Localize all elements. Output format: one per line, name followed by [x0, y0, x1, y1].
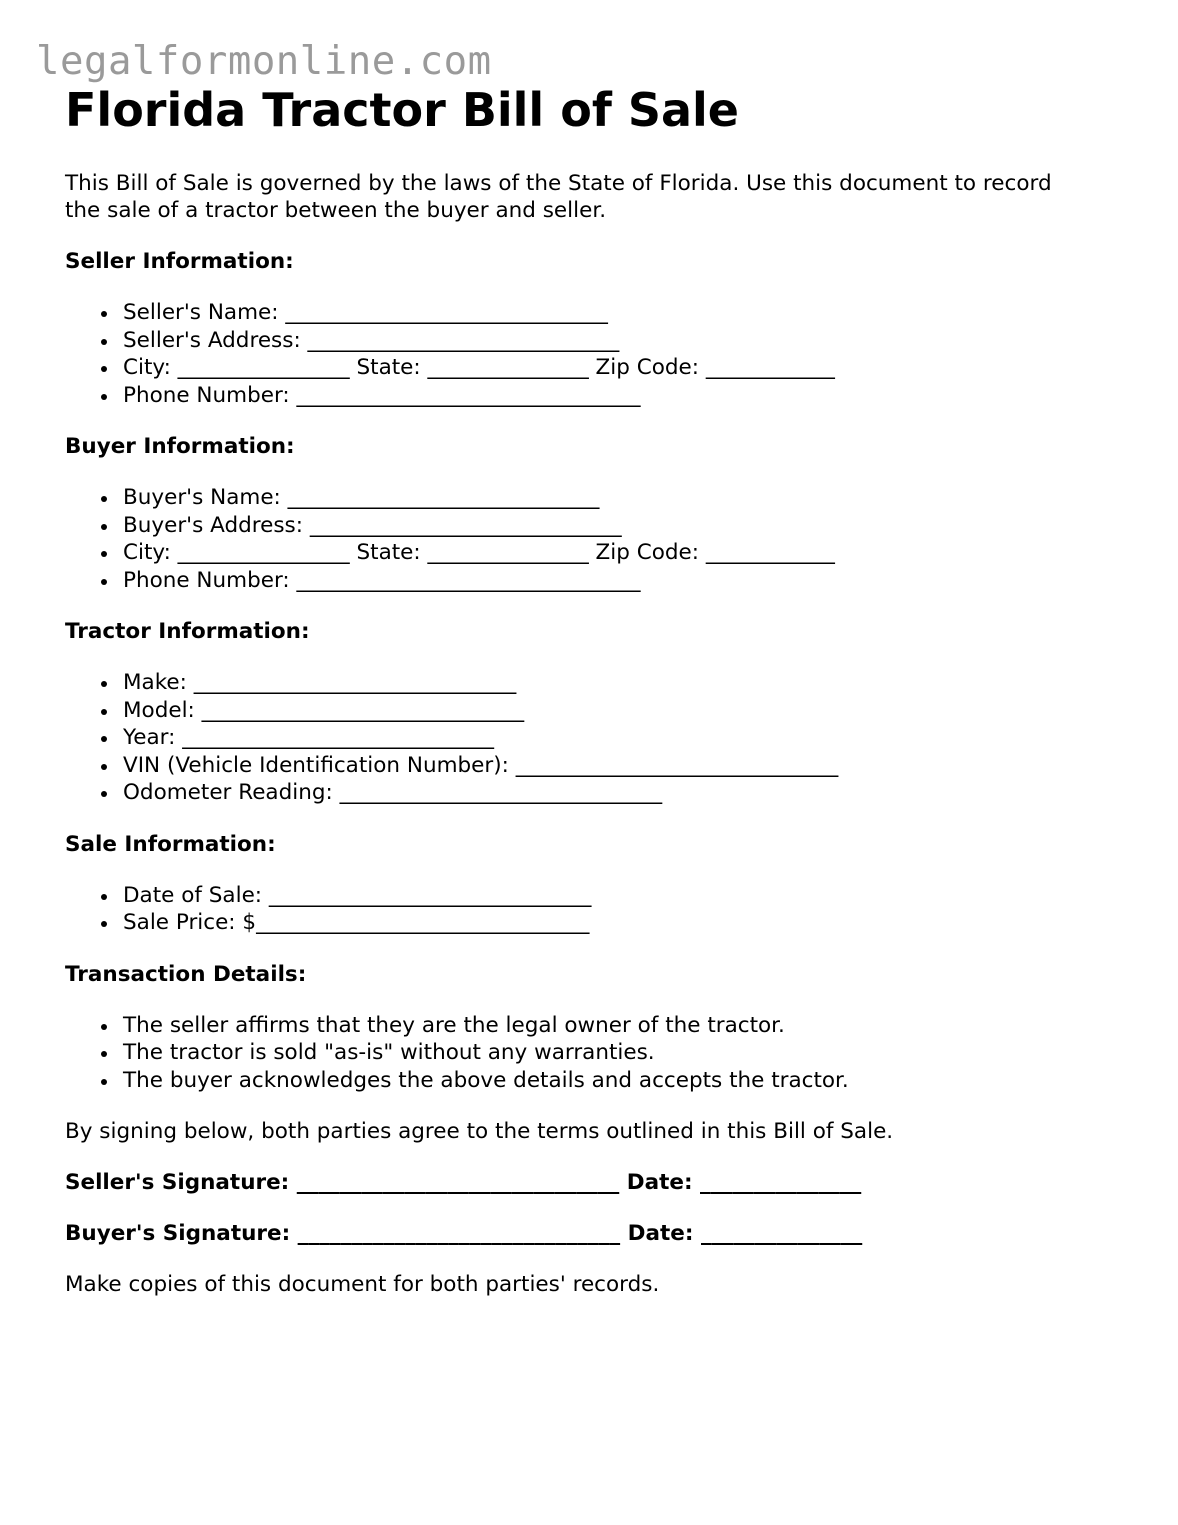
- transaction-list: [65, 1012, 1125, 1095]
- document: [65, 82, 1125, 1298]
- tractor-odometer-field: Odometer Reading: ______________________________: [123, 779, 1125, 807]
- buyer-city-state-zip-field: City: ________________ State: _______________ Zip Code: ____________: [123, 539, 1125, 567]
- seller-signature-line: Seller's Signature: ______________________________ Date: _______________: [65, 1170, 862, 1195]
- footer-note: Make copies of this document for both parties' records.: [65, 1272, 660, 1297]
- transaction-item: The buyer acknowledges the above details and accepts the tractor.: [123, 1067, 1125, 1095]
- tractor-model-field: Model: ______________________________: [123, 697, 1125, 725]
- sale-list: [65, 882, 1125, 937]
- buyer-signature-line: Buyer's Signature: ______________________________ Date: _______________: [65, 1221, 863, 1246]
- seller-phone-field: Phone Number: ________________________________: [123, 382, 1125, 410]
- transaction-heading: Transaction Details:: [65, 961, 307, 987]
- tractor-make-field: Make: ______________________________: [123, 669, 1125, 697]
- buyer-list: [65, 484, 1125, 594]
- seller-list: [65, 299, 1125, 409]
- seller-city-state-zip-field: City: ________________ State: _______________ Zip Code: ____________: [123, 354, 1125, 382]
- watermark: legalformonline.com: [36, 39, 492, 84]
- intro-paragraph: This Bill of Sale is governed by the laws of the State of Florida. Use this document to record the sale of a tractor between the buyer and seller.: [65, 171, 1052, 223]
- buyer-name-field: Buyer's Name: _____________________________: [123, 484, 1125, 512]
- page-title: Florida Tractor Bill of Sale: [65, 83, 739, 137]
- transaction-item: The tractor is sold "as-is" without any warranties.: [123, 1039, 1125, 1067]
- sale-date-field: Date of Sale: ______________________________: [123, 882, 1125, 910]
- tractor-year-field: Year: _____________________________: [123, 724, 1125, 752]
- tractor-heading: Tractor Information:: [65, 619, 310, 644]
- buyer-heading: Buyer Information:: [65, 434, 295, 459]
- sale-heading: Sale Information:: [65, 831, 276, 857]
- buyer-address-field: Buyer's Address: _____________________________: [123, 512, 1125, 540]
- tractor-vin-field: VIN (Vehicle Identification Number): ______________________________: [123, 752, 1125, 780]
- seller-name-field: Seller's Name: ______________________________: [123, 299, 1125, 327]
- transaction-item: The seller affirms that they are the legal owner of the tractor.: [123, 1012, 1125, 1040]
- buyer-phone-field: Phone Number: ________________________________: [123, 567, 1125, 595]
- seller-address-field: Seller's Address: _____________________________: [123, 327, 1125, 355]
- agreement-statement: By signing below, both parties agree to the terms outlined in this Bill of Sale.: [65, 1119, 894, 1144]
- seller-heading: Seller Information:: [65, 249, 294, 274]
- tractor-list: [65, 669, 1125, 807]
- sale-price-field: Sale Price: $_______________________________: [123, 909, 1125, 937]
